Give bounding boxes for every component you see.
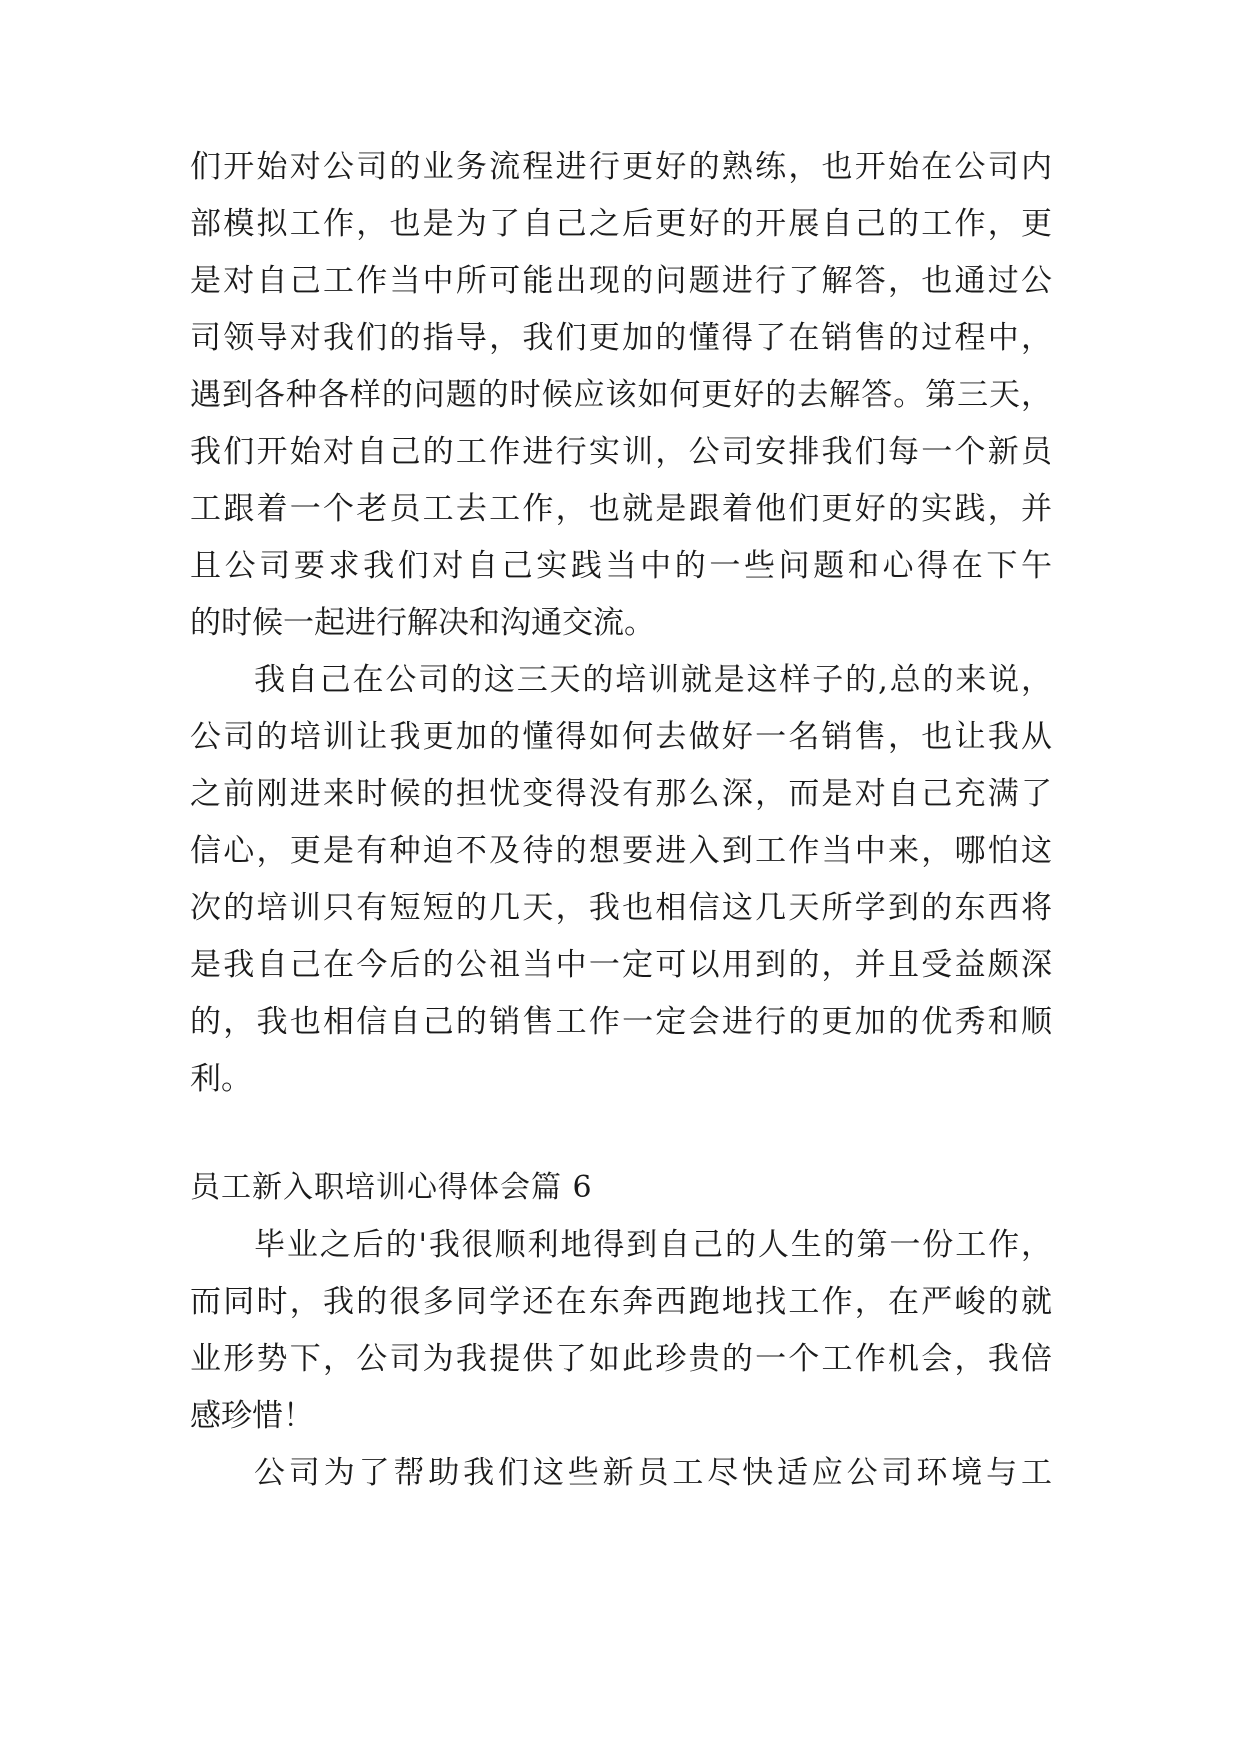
text-line: 毕业之后的'我很顺利地得到自己的人生的第一份工作，	[254, 1227, 1052, 1263]
text-line: 次的培训只有短短的几天，我也相信这几天所学到的东西将	[190, 890, 1052, 926]
text-line: 的时候一起进行解决和沟通交流。	[190, 605, 655, 641]
text-line: 是我自己在今后的公祖当中一定可以用到的，并且受益颇深	[190, 947, 1052, 983]
text-line: 我们开始对自己的工作进行实训，公司安排我们每一个新员	[190, 434, 1052, 470]
text-line: 之前刚进来时候的担忧变得没有那么深，而是对自己充满了	[190, 776, 1052, 812]
text-line: 感珍惜！	[190, 1398, 314, 1434]
text-line: 公司为了帮助我们这些新员工尽快适应公司环境与工	[254, 1455, 1052, 1491]
text-line: 遇到各种各样的问题的时候应该如何更好的去解答。第三天，	[190, 377, 1052, 413]
text-line: 信心，更是有种迫不及待的想要进入到工作当中来，哪怕这	[190, 833, 1052, 869]
section-heading: 员工新入职培训心得体会篇 6	[190, 1170, 593, 1205]
text-line: 工跟着一个老员工去工作，也就是跟着他们更好的实践，并	[190, 491, 1052, 527]
text-line: 们开始对公司的业务流程进行更好的熟练，也开始在公司内	[190, 149, 1052, 185]
text-line: 是对自己工作当中所可能出现的问题进行了解答，也通过公	[190, 263, 1052, 299]
text-line: 我自己在公司的这三天的培训就是这样子的,总的来说，	[254, 662, 1052, 698]
text-line: 业形势下，公司为我提供了如此珍贵的一个工作机会，我倍	[190, 1341, 1052, 1377]
text-line: 且公司要求我们对自己实践当中的一些问题和心得在下午	[190, 548, 1052, 584]
text-line: 的，我也相信自己的销售工作一定会进行的更加的优秀和顺	[190, 1004, 1052, 1040]
text-line: 公司的培训让我更加的懂得如何去做好一名销售，也让我从	[190, 719, 1052, 755]
text-line: 而同时，我的很多同学还在东奔西跑地找工作，在严峻的就	[190, 1284, 1052, 1320]
text-line: 部模拟工作，也是为了自己之后更好的开展自己的工作，更	[190, 206, 1052, 242]
text-line: 利。	[190, 1061, 252, 1097]
text-line: 司领导对我们的指导，我们更加的懂得了在销售的过程中，	[190, 320, 1052, 356]
